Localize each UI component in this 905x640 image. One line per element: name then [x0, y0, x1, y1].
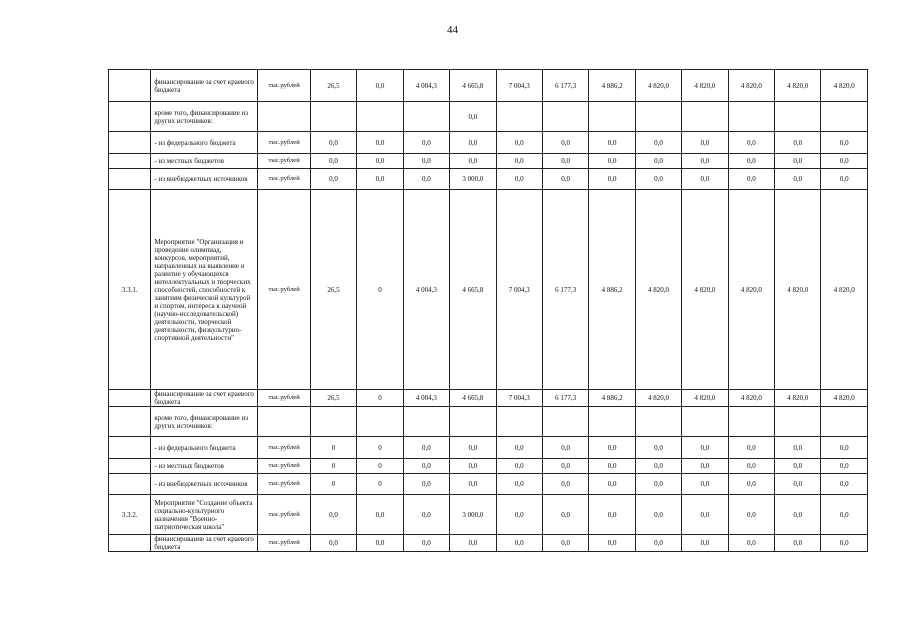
value-cell: 0	[357, 474, 403, 495]
item-number-cell	[109, 169, 151, 190]
item-number-cell	[109, 154, 151, 169]
item-number-cell: 3.3.1.	[109, 190, 151, 390]
value-cell: 4 004,3	[403, 390, 449, 407]
value-cell: 6 177,3	[542, 70, 588, 102]
value-cell: 4 886,2	[589, 70, 635, 102]
value-cell	[403, 407, 449, 437]
table-row	[109, 474, 868, 495]
value-cell: 4 886,2	[589, 390, 635, 407]
value-cell: 0,0	[589, 535, 635, 552]
table-row	[109, 459, 868, 474]
value-cell: 0,0	[496, 459, 542, 474]
value-cell: 0,0	[682, 154, 728, 169]
value-cell	[589, 102, 635, 132]
value-cell: 0,0	[403, 437, 449, 459]
value-cell: 4 820,0	[728, 390, 774, 407]
value-cell	[728, 407, 774, 437]
value-cell	[542, 102, 588, 132]
value-cell: 6 177,3	[542, 390, 588, 407]
item-number-cell	[109, 132, 151, 154]
value-cell: 4 004,3	[403, 70, 449, 102]
value-cell: 0,0	[496, 535, 542, 552]
item-number-cell	[109, 459, 151, 474]
value-cell: 0,0	[589, 495, 635, 535]
value-cell: 0	[310, 459, 356, 474]
value-cell: 0	[310, 437, 356, 459]
value-cell: 0	[357, 190, 403, 390]
value-cell: 0,0	[635, 437, 681, 459]
value-cell: 0,0	[357, 169, 403, 190]
value-cell: 0,0	[635, 459, 681, 474]
value-cell	[589, 407, 635, 437]
value-cell	[403, 102, 449, 132]
value-cell: 0,0	[403, 459, 449, 474]
value-cell: 0,0	[450, 132, 496, 154]
value-cell: 0,0	[542, 169, 588, 190]
value-cell: 0,0	[589, 437, 635, 459]
value-cell: 0,0	[821, 459, 868, 474]
value-cell	[542, 407, 588, 437]
table-row	[109, 132, 868, 154]
value-cell: 6 177,3	[542, 190, 588, 390]
item-name-cell: кроме того, финансирование из других источников:	[151, 407, 258, 437]
unit-cell: тыс.рублей	[258, 169, 310, 190]
unit-cell: тыс.рублей	[258, 535, 310, 552]
value-cell: 0,0	[775, 535, 821, 552]
value-cell: 0,0	[310, 132, 356, 154]
value-cell: 0,0	[496, 132, 542, 154]
value-cell: 0,0	[589, 474, 635, 495]
value-cell: 0,0	[728, 495, 774, 535]
value-cell	[682, 102, 728, 132]
value-cell: 0,0	[542, 474, 588, 495]
item-name-cell: Мероприятие "Создание объекта социально-культурного назначения "Военно-патриотическая школа"	[151, 495, 258, 535]
value-cell: 0,0	[728, 474, 774, 495]
value-cell: 0,0	[542, 132, 588, 154]
value-cell	[682, 407, 728, 437]
value-cell: 0,0	[821, 474, 868, 495]
value-cell: 7 004,3	[496, 390, 542, 407]
value-cell	[821, 102, 868, 132]
value-cell: 0,0	[775, 495, 821, 535]
value-cell: 0,0	[450, 437, 496, 459]
value-cell: 0,0	[496, 154, 542, 169]
table-row	[109, 535, 868, 552]
value-cell: 4 820,0	[728, 190, 774, 390]
value-cell: 0,0	[450, 474, 496, 495]
item-name-cell: - из местных бюджетов	[151, 459, 258, 474]
item-name-cell: финансирование за счет краевого бюджета	[151, 70, 258, 102]
value-cell: 0,0	[728, 154, 774, 169]
value-cell: 0,0	[821, 154, 868, 169]
value-cell: 0,0	[775, 459, 821, 474]
value-cell: 0,0	[635, 169, 681, 190]
value-cell: 3 000,0	[450, 495, 496, 535]
value-cell	[310, 102, 356, 132]
value-cell: 4 820,0	[821, 390, 868, 407]
value-cell: 0,0	[682, 459, 728, 474]
value-cell	[450, 407, 496, 437]
value-cell: 4 820,0	[775, 70, 821, 102]
value-cell: 4 820,0	[635, 70, 681, 102]
value-cell: 0,0	[775, 437, 821, 459]
value-cell: 4 886,2	[589, 190, 635, 390]
value-cell: 0,0	[728, 169, 774, 190]
value-cell	[357, 102, 403, 132]
page-number: 44	[447, 24, 458, 36]
unit-cell: тыс.рублей	[258, 132, 310, 154]
item-name-cell: - из местных бюджетов	[151, 154, 258, 169]
table-body	[109, 70, 868, 552]
unit-cell	[258, 407, 310, 437]
value-cell: 0,0	[403, 154, 449, 169]
value-cell: 0,0	[682, 169, 728, 190]
value-cell: 0,0	[728, 459, 774, 474]
value-cell: 0,0	[728, 535, 774, 552]
value-cell: 0,0	[682, 474, 728, 495]
value-cell: 4 820,0	[635, 390, 681, 407]
value-cell: 0,0	[403, 132, 449, 154]
item-name-cell: - из внебюджетных источников	[151, 169, 258, 190]
value-cell: 0,0	[542, 437, 588, 459]
table-row	[109, 437, 868, 459]
value-cell: 0	[310, 474, 356, 495]
unit-cell: тыс.рублей	[258, 459, 310, 474]
value-cell: 4 820,0	[682, 70, 728, 102]
value-cell: 0,0	[496, 474, 542, 495]
value-cell: 0	[357, 390, 403, 407]
value-cell: 0	[357, 459, 403, 474]
item-name-cell: - из федерального бюджета	[151, 132, 258, 154]
unit-cell: тыс.рублей	[258, 390, 310, 407]
table-row	[109, 154, 868, 169]
value-cell: 0,0	[310, 495, 356, 535]
table-row	[109, 102, 868, 132]
value-cell	[821, 407, 868, 437]
value-cell: 0,0	[635, 154, 681, 169]
value-cell: 4 820,0	[775, 390, 821, 407]
value-cell: 0,0	[496, 437, 542, 459]
value-cell: 0,0	[403, 169, 449, 190]
item-name-cell: финансирование за счет краевого бюджета	[151, 390, 258, 407]
value-cell: 0,0	[357, 154, 403, 169]
value-cell: 4 820,0	[682, 390, 728, 407]
value-cell: 0	[357, 437, 403, 459]
budget-table	[108, 69, 868, 552]
value-cell: 0,0	[821, 169, 868, 190]
value-cell: 0,0	[496, 495, 542, 535]
table-row	[109, 169, 868, 190]
value-cell: 4 820,0	[821, 70, 868, 102]
value-cell: 7 004,3	[496, 70, 542, 102]
value-cell: 4 004,3	[403, 190, 449, 390]
unit-cell: тыс.рублей	[258, 190, 310, 390]
value-cell: 0,0	[682, 437, 728, 459]
value-cell: 0,0	[310, 154, 356, 169]
value-cell: 0,0	[635, 474, 681, 495]
value-cell	[496, 102, 542, 132]
value-cell: 0,0	[403, 535, 449, 552]
value-cell: 0,0	[775, 154, 821, 169]
value-cell: 0,0	[357, 535, 403, 552]
value-cell: 0,0	[728, 132, 774, 154]
value-cell: 26,5	[310, 70, 356, 102]
table-row	[109, 70, 868, 102]
value-cell: 0,0	[357, 70, 403, 102]
value-cell: 0,0	[589, 169, 635, 190]
table-row	[109, 407, 868, 437]
value-cell	[635, 102, 681, 132]
unit-cell: тыс.рублей	[258, 70, 310, 102]
value-cell: 26,5	[310, 390, 356, 407]
value-cell: 0,0	[542, 154, 588, 169]
value-cell: 0,0	[682, 132, 728, 154]
value-cell: 0,0	[821, 535, 868, 552]
value-cell: 0,0	[589, 132, 635, 154]
unit-cell: тыс.рублей	[258, 474, 310, 495]
value-cell: 3 000,0	[450, 169, 496, 190]
value-cell: 0,0	[542, 459, 588, 474]
unit-cell: тыс.рублей	[258, 437, 310, 459]
item-name-cell: финансирование за счет краевого бюджета	[151, 535, 258, 552]
value-cell: 0,0	[357, 495, 403, 535]
value-cell: 0,0	[682, 495, 728, 535]
value-cell	[728, 102, 774, 132]
item-number-cell	[109, 70, 151, 102]
value-cell: 0,0	[728, 437, 774, 459]
value-cell: 0,0	[775, 474, 821, 495]
table-row	[109, 190, 868, 390]
item-number-cell	[109, 474, 151, 495]
value-cell	[357, 407, 403, 437]
value-cell: 4 820,0	[682, 190, 728, 390]
value-cell: 0,0	[403, 474, 449, 495]
value-cell: 0,0	[682, 535, 728, 552]
value-cell: 4 665,8	[450, 190, 496, 390]
unit-cell: тыс.рублей	[258, 495, 310, 535]
value-cell: 0,0	[450, 535, 496, 552]
table-row	[109, 390, 868, 407]
item-number-cell	[109, 437, 151, 459]
value-cell: 0,0	[589, 154, 635, 169]
value-cell: 0,0	[821, 132, 868, 154]
value-cell: 0,0	[310, 169, 356, 190]
unit-cell: тыс.рублей	[258, 154, 310, 169]
value-cell: 0,0	[496, 169, 542, 190]
value-cell: 0,0	[635, 535, 681, 552]
item-name-cell: кроме того, финансирование из других источников:	[151, 102, 258, 132]
value-cell: 4 665,8	[450, 390, 496, 407]
value-cell: 7 004,3	[496, 190, 542, 390]
value-cell	[775, 102, 821, 132]
item-number-cell: 3.3.2.	[109, 495, 151, 535]
value-cell: 4 820,0	[635, 190, 681, 390]
item-name-cell: Мероприятие "Организация и проведение олимпиад, конкурсов, мероприятий, направленных на выявление и развитие у обучающихся интеллектуальных и творческих способностей, способностей к занятиям физической культурой и спортом, интереса к научной (научно-исследовательской) деятельности, творческой деятельности, физкультурно-спортивной деятельности"	[151, 190, 258, 390]
value-cell: 0,0	[589, 459, 635, 474]
value-cell: 0,0	[450, 154, 496, 169]
item-number-cell	[109, 390, 151, 407]
item-number-cell	[109, 102, 151, 132]
value-cell	[635, 407, 681, 437]
unit-cell	[258, 102, 310, 132]
value-cell: 4 665,8	[450, 70, 496, 102]
item-name-cell: - из федерального бюджета	[151, 437, 258, 459]
value-cell: 0,0	[450, 459, 496, 474]
value-cell: 0,0	[357, 132, 403, 154]
value-cell: 4 820,0	[775, 190, 821, 390]
table-row	[109, 495, 868, 535]
value-cell	[496, 407, 542, 437]
value-cell	[310, 407, 356, 437]
value-cell: 0,0	[775, 132, 821, 154]
value-cell: 26,5	[310, 190, 356, 390]
item-number-cell	[109, 407, 151, 437]
value-cell: 0,0	[821, 437, 868, 459]
value-cell: 4 820,0	[821, 190, 868, 390]
value-cell: 0,0	[310, 535, 356, 552]
value-cell: 0,0	[450, 102, 496, 132]
value-cell: 0,0	[821, 495, 868, 535]
value-cell: 0,0	[635, 132, 681, 154]
item-name-cell: - из внебюджетных источников	[151, 474, 258, 495]
value-cell: 4 820,0	[728, 70, 774, 102]
value-cell: 0,0	[403, 495, 449, 535]
value-cell: 0,0	[775, 169, 821, 190]
item-number-cell	[109, 535, 151, 552]
value-cell: 0,0	[635, 495, 681, 535]
value-cell: 0,0	[542, 535, 588, 552]
value-cell: 0,0	[542, 495, 588, 535]
value-cell	[775, 407, 821, 437]
